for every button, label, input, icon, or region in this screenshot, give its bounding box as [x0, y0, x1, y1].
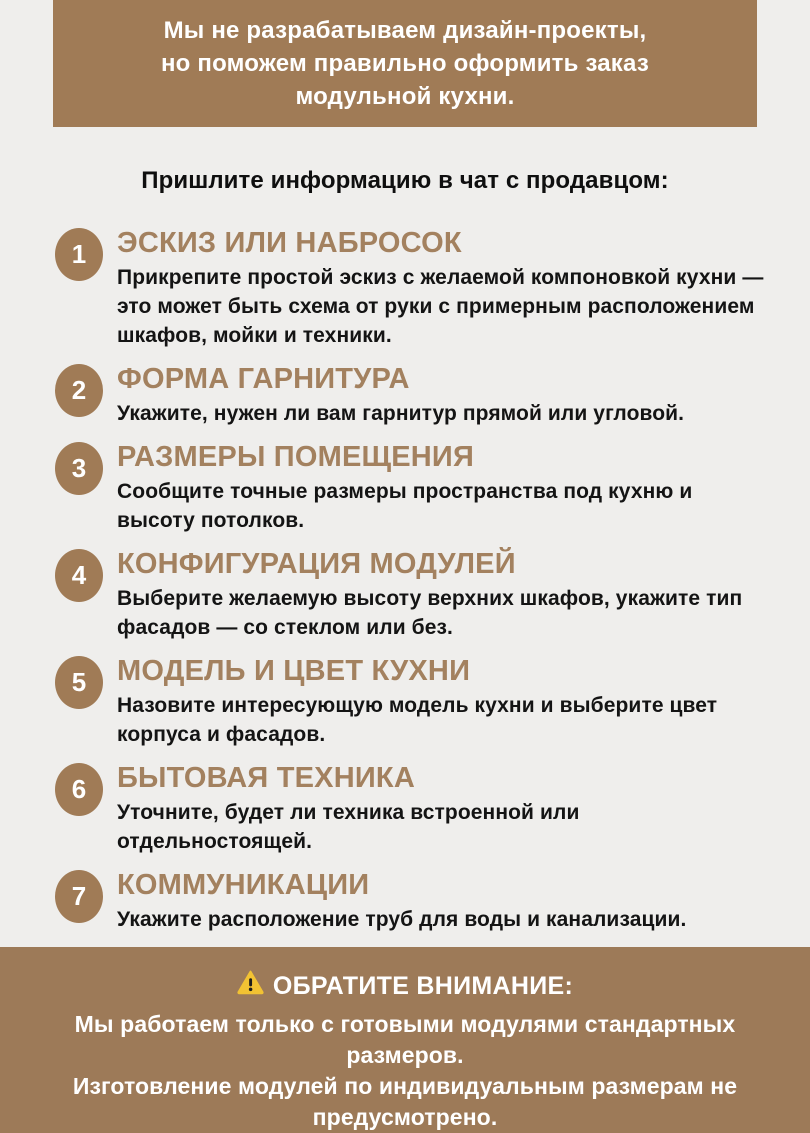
step-number-badge: 6: [55, 763, 103, 816]
step-text: [117, 227, 765, 350]
step-body: Сообщите точные размеры пространства под кухню и высоту потолков.: [117, 480, 693, 532]
intro-heading: Пришлите информацию в чат с продавцом:: [141, 167, 669, 194]
step-body: Уточните, будет ли техника встроенной или отдельностоящей.: [117, 801, 580, 853]
top-banner-line-3: модульной кухни.: [295, 83, 515, 110]
step-text: [117, 869, 686, 934]
notice-heading-text: ОБРАТИТЕ ВНИМАНИЕ:: [272, 971, 574, 1000]
step-title: БЫТОВАЯ ТЕХНИКА: [117, 762, 415, 794]
top-banner-line-1: Мы не разрабатываем дизайн-проекты,: [163, 17, 647, 44]
step-title: КОНФИГУРАЦИЯ МОДУЛЕЙ: [117, 548, 516, 580]
top-banner-line-2: но поможем правильно оформить заказ: [160, 50, 649, 77]
step-item-5: [55, 655, 765, 749]
step-body: Назовите интересующую модель кухни и выберите цвет корпуса и фасадов.: [117, 694, 718, 746]
step-text: [117, 441, 765, 535]
step-title: ФОРМА ГАРНИТУРА: [117, 363, 410, 395]
step-body: Выберите желаемую высоту верхних шкафов, укажите тип фасадов — со стеклом или без.: [117, 587, 743, 639]
step-number-badge: 5: [55, 656, 103, 709]
step-title: РАЗМЕРЫ ПОМЕЩЕНИЯ: [117, 441, 475, 473]
step-item-3: [55, 441, 765, 535]
step-text: [117, 363, 684, 428]
step-number-badge: 3: [55, 442, 103, 495]
step-item-4: [55, 548, 765, 642]
notice-line-2: Изготовление модулей по индивидуальным размерам не: [72, 1073, 738, 1099]
notice-banner: [0, 947, 810, 1133]
step-number-badge: 2: [55, 364, 103, 417]
warning-triangle-icon: [237, 969, 264, 1003]
step-text: [117, 762, 765, 856]
notice-heading: [24, 969, 786, 1003]
steps-list: [0, 227, 810, 947]
step-title: КОММУНИКАЦИИ: [117, 869, 370, 901]
notice-line-3: предусмотрено.: [312, 1104, 498, 1130]
step-item-6: [55, 762, 765, 856]
step-title: МОДЕЛЬ И ЦВЕТ КУХНИ: [117, 655, 471, 687]
step-number-badge: 7: [55, 870, 103, 923]
step-body: Укажите, нужен ли вам гарнитур прямой или угловой.: [117, 402, 685, 425]
step-item-1: [55, 227, 765, 350]
step-text: [117, 655, 765, 749]
step-item-7: [55, 869, 765, 934]
step-body: Прикрепите простой эскиз с желаемой компоновкой кухни — это может быть схема от руки с примерным расположением шкафов, мойки и техники.: [117, 266, 764, 347]
step-item-2: [55, 363, 765, 428]
step-title: ЭСКИЗ ИЛИ НАБРОСОК: [117, 227, 462, 259]
top-banner: [53, 0, 757, 127]
step-number-badge: 1: [55, 228, 103, 281]
step-body: Укажите расположение труб для воды и канализации.: [117, 908, 687, 931]
step-text: [117, 548, 765, 642]
notice-line-1: Мы работаем только с готовыми модулями стандартных размеров.: [74, 1011, 736, 1068]
step-number-badge: 4: [55, 549, 103, 602]
